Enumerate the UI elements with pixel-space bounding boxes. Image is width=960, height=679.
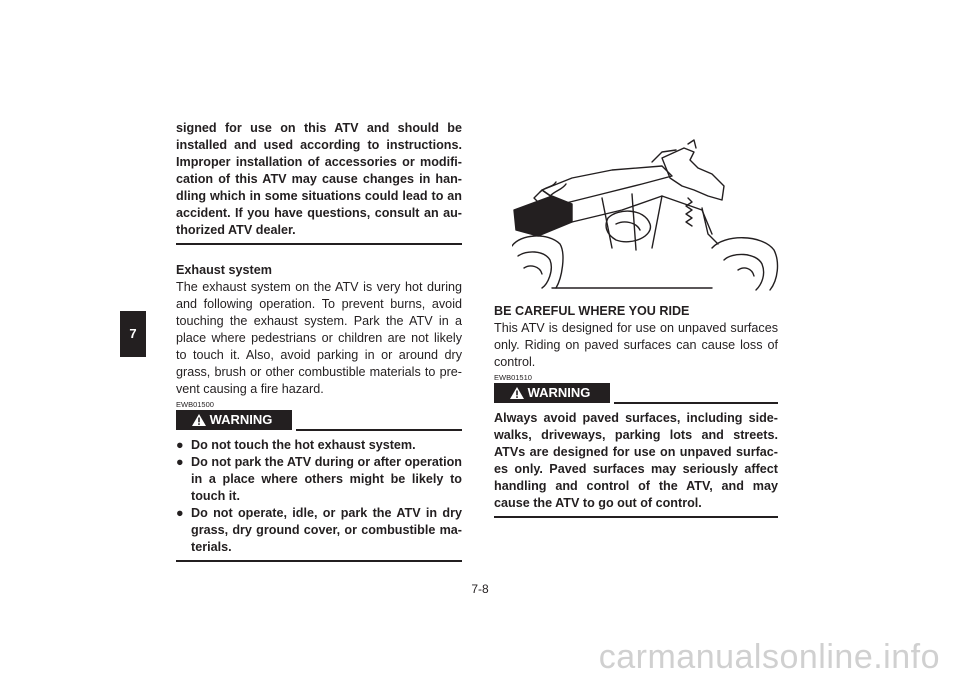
warning-end-rule xyxy=(176,243,462,245)
warning-label: WARNING xyxy=(527,385,591,400)
ride-warning-text: Always avoid paved surfaces, including side- walks, driveways, parking lots and streets. ATVs are designed for use on unpaved surfac- es only. Paved surfaces may seriously affect handling and control of the ATV, and may cause the ATV to go out of control. xyxy=(494,411,778,510)
list-item: ● Do not touch the hot exhaust system. xyxy=(176,438,416,452)
ride-body: This ATV is designed for use on unpaved surfaces only. Riding on paved surfaces can cause loss of control. xyxy=(494,321,778,369)
warning-bullet-list xyxy=(176,437,462,556)
warning-header-rule xyxy=(296,429,462,431)
circle-bullet-icon: ● xyxy=(176,506,184,520)
warning-triangle-icon xyxy=(510,387,524,399)
warning-badge xyxy=(494,383,610,403)
list-item: ● Do not park the ATV during or after operation in a place where others might be likely to touch it. xyxy=(176,455,462,503)
warning-triangle-icon xyxy=(192,414,206,426)
exhaust-heading: Exhaust system xyxy=(176,263,272,277)
circle-bullet-icon: ● xyxy=(176,455,184,469)
warning-code: EWB01500 xyxy=(176,400,214,409)
chapter-tab: 7 xyxy=(120,311,146,357)
warning-header xyxy=(494,382,778,404)
warning-label: WARNING xyxy=(209,412,273,427)
warning-header-rule xyxy=(614,402,778,404)
right-column xyxy=(494,303,778,518)
warning-footer-rule xyxy=(494,516,778,518)
left-column xyxy=(176,120,462,562)
ride-heading: BE CAREFUL WHERE YOU RIDE xyxy=(494,304,690,318)
circle-bullet-icon: ● xyxy=(176,438,184,452)
warning-footer-rule xyxy=(176,560,462,562)
exhaust-body: The exhaust system on the ATV is very hot during and following operation. To prevent burns, avoid touching the exhaust system. Park the ATV in a place where pedestrians or children are not likely to touch it. Also, avoid parking in or around dry grass, brush or other combustible materials to pre- vent causing a fire hazard. xyxy=(176,280,462,396)
page-number: 7-8 xyxy=(471,582,489,596)
atv-illustration xyxy=(512,138,782,293)
watermark: carmanualsonline.info xyxy=(598,638,940,676)
warning-continuation: signed for use on this ATV and should be installed and used according to instructions. Improper installation of accessories or modifi- cation of this ATV may cause changes in han- dling which in some situations could lead to an accident. If you have questions, consult an au- thorized ATV dealer. xyxy=(176,121,462,237)
warning-badge xyxy=(176,410,292,430)
warning-code: EWB01510 xyxy=(494,373,532,382)
warning-header xyxy=(176,409,462,431)
list-item: ● Do not operate, idle, or park the ATV in dry grass, dry ground cover, or combustible ma- terials. xyxy=(176,506,462,554)
